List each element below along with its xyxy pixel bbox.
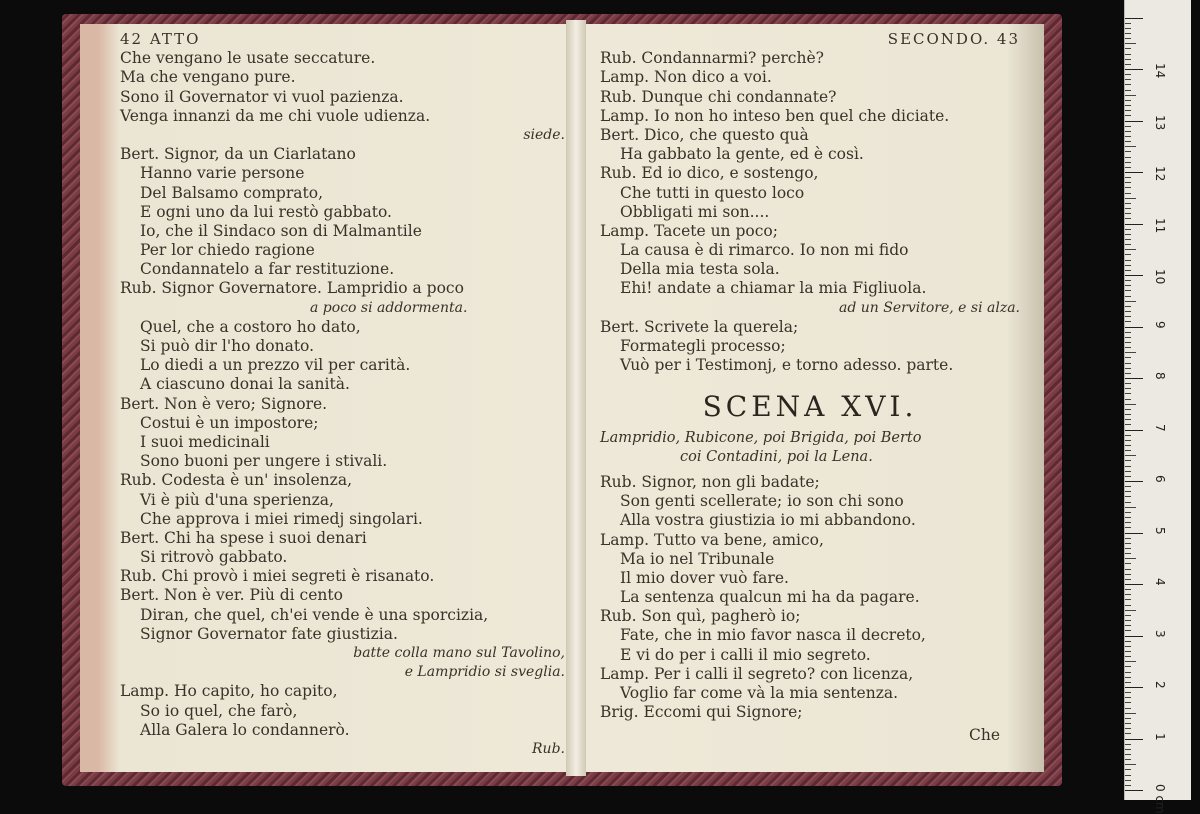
ruler-tick [1125, 327, 1143, 328]
ruler-tick [1125, 347, 1131, 348]
ruler-tick [1125, 352, 1136, 353]
verse-line: Lo diedi a un prezzo vil per carità. [140, 356, 411, 375]
ruler-tick [1125, 579, 1131, 580]
verse-line: Della mia testa sola. [620, 260, 780, 279]
stage-direction: ad un Servitore, e si alza. [839, 299, 1020, 316]
ruler-tick [1125, 754, 1131, 755]
ruler-tick [1125, 182, 1131, 183]
speech-line: Bert. Non è vero; Signore. [120, 394, 328, 413]
ruler-tick [1125, 332, 1131, 333]
scene-title: SCENA XVI. [702, 390, 918, 424]
ruler-tick [1125, 409, 1131, 410]
ruler-tick [1125, 790, 1143, 791]
left-page-header: 42 ATTO [120, 30, 201, 48]
ruler-tick [1125, 368, 1131, 369]
ruler-tick [1125, 23, 1131, 24]
ruler-tick [1125, 496, 1131, 497]
ruler-tick [1125, 136, 1131, 137]
ruler-tick [1125, 64, 1131, 65]
ruler-tick [1125, 728, 1131, 729]
ruler-tick [1125, 476, 1131, 477]
ruler-tick [1125, 249, 1136, 250]
ruler-tick [1125, 198, 1136, 199]
verse-line: Il mio dover vuò fare. [620, 568, 789, 587]
speech-line: Rub. Signor Governatore. Lampridio a poco [120, 279, 464, 298]
ruler-tick [1125, 162, 1131, 163]
speech-line: Lamp. Ho capito, ho capito, [120, 682, 338, 701]
verse-line: Per lor chiedo ragione [140, 241, 315, 260]
speech-line: Rub. Codesta è un' insolenza, [120, 471, 352, 490]
verse-line: Ma io nel Tribunale [620, 549, 775, 568]
ruler-tick [1125, 399, 1131, 400]
ruler-tick [1125, 672, 1131, 673]
ruler-tick [1125, 481, 1143, 482]
speech-line: Brig. Eccomi qui Signore; [600, 703, 803, 722]
ruler-tick [1125, 450, 1131, 451]
speech-line: Rub. Condannarmi? perchè? [600, 49, 824, 68]
verse-line: Ha gabbato la gente, ed è così. [620, 145, 864, 164]
ruler-tick [1125, 759, 1131, 760]
ruler-tick [1125, 502, 1131, 503]
ruler-tick [1125, 79, 1131, 80]
ruler-tick [1125, 43, 1136, 44]
ruler-tick [1125, 363, 1131, 364]
verse-line: Venga innanzi da me chi vuole udienza. [120, 106, 431, 125]
verse-line: Sono il Governator vi vuol pazienza. [120, 87, 404, 106]
stage-direction: batte colla mano sul Tavolino, [353, 645, 565, 661]
ruler-tick [1125, 270, 1131, 271]
ruler-tick [1125, 517, 1131, 518]
ruler-tick [1125, 440, 1131, 441]
ruler-tick [1125, 620, 1131, 621]
speech-line: Rub. Signor, non gli badate; [600, 472, 820, 491]
ruler-tick [1125, 708, 1131, 709]
ruler-tick [1125, 749, 1131, 750]
verse-line: Signor Governator fate giustizia. [140, 624, 398, 643]
ruler-tick [1125, 321, 1131, 322]
ruler-tick [1125, 569, 1131, 570]
verse-line: Che approva i miei rimedj singolari. [140, 509, 423, 528]
ruler-tick [1125, 471, 1131, 472]
stage-direction: Rub. [532, 740, 565, 757]
verse-line: Ma che vengano pure. [120, 68, 296, 87]
ruler-tick [1125, 739, 1143, 740]
ruler-tick [1125, 33, 1131, 34]
ruler-tick [1125, 357, 1131, 358]
ruler-tick [1125, 172, 1143, 173]
speech-line: Bert. Non è ver. Più di cento [120, 586, 343, 605]
ruler-tick [1125, 651, 1131, 652]
verse-line: A ciascuno donai la sanità. [140, 375, 350, 394]
ruler-label: 7 [1153, 423, 1167, 432]
verse-line: La sentenza qualcun mi ha da pagare. [620, 588, 920, 607]
speech-line: Lamp. Per i calli il segreto? con licenza, [600, 664, 914, 683]
speech-line: Lamp. Non dico a voi. [600, 68, 772, 87]
ruler-tick [1125, 630, 1131, 631]
ruler-tick [1125, 723, 1131, 724]
ruler-label: 3 [1153, 629, 1167, 638]
ruler-tick [1125, 213, 1131, 214]
verse-line: La causa è di rimarco. Io non mi fido [620, 241, 909, 260]
ruler-tick [1125, 187, 1131, 188]
ruler-tick [1125, 610, 1136, 611]
ruler-tick [1125, 167, 1131, 168]
ruler-tick [1125, 378, 1143, 379]
ruler-tick [1125, 661, 1136, 662]
ruler-tick [1125, 84, 1131, 85]
measuring-ruler [1124, 0, 1191, 814]
ruler-tick [1125, 193, 1131, 194]
ruler-tick [1125, 59, 1131, 60]
ruler-tick [1125, 733, 1131, 734]
ruler-tick [1125, 548, 1131, 549]
ruler-tick [1125, 512, 1131, 513]
ruler-label: 5 [1153, 526, 1167, 535]
ruler-tick [1125, 605, 1131, 606]
ruler-tick [1125, 656, 1131, 657]
ruler-tick [1125, 141, 1131, 142]
ruler-tick [1125, 543, 1131, 544]
dramatis-personae-line: Lampridio, Rubicone, poi Brigida, poi Berto [600, 429, 922, 446]
ruler-tick [1125, 424, 1131, 425]
verse-line: Diran, che quel, ch'ei vende è una sporcizia, [140, 605, 489, 624]
ruler-tick [1125, 296, 1131, 297]
ruler-label: 12 [1153, 166, 1167, 182]
verse-line: Del Balsamo comprato, [140, 183, 323, 202]
ruler-tick [1125, 95, 1136, 96]
verse-line: Obbligati mi son.... [620, 202, 770, 221]
ruler-tick [1125, 131, 1131, 132]
ruler-tick [1125, 105, 1131, 106]
ruler-tick [1125, 692, 1131, 693]
catchword: Che [968, 726, 1000, 745]
ruler-tick [1125, 764, 1136, 765]
ruler-tick [1125, 100, 1131, 101]
ruler-tick [1125, 584, 1143, 585]
ruler-tick [1125, 491, 1131, 492]
ruler-tick [1125, 702, 1131, 703]
ruler-tick [1125, 280, 1131, 281]
verse-line: E vi do per i calli il mio segreto. [620, 645, 871, 664]
ruler-tick [1125, 455, 1136, 456]
verse-line: Vuò per i Testimonj, e torno adesso. parte. [620, 356, 954, 375]
ruler-tick [1125, 290, 1131, 291]
ruler-tick [1125, 594, 1131, 595]
ruler-tick [1125, 177, 1131, 178]
verse-line: E ogni uno da lui restò gabbato. [140, 202, 392, 221]
ruler-tick [1125, 507, 1136, 508]
ruler-tick [1125, 522, 1131, 523]
ruler-tick [1125, 718, 1131, 719]
verse-line: Alla vostra giustizia io mi abbandono. [620, 511, 916, 530]
ruler-label: 8 [1153, 372, 1167, 380]
ruler-tick [1125, 666, 1131, 667]
left-page-text [120, 30, 565, 759]
ruler-tick [1125, 435, 1131, 436]
verse-line: Condannatelo a far restituzione. [140, 260, 395, 279]
ruler-tick [1125, 713, 1136, 714]
ruler-tick [1125, 677, 1131, 678]
ruler-tick [1125, 744, 1131, 745]
verse-line: Che tutti in questo loco [620, 183, 805, 202]
ruler-tick [1125, 558, 1136, 559]
ruler-tick [1125, 373, 1131, 374]
speech-line: Bert. Scrivete la querela; [600, 317, 799, 336]
ruler-tick [1125, 28, 1131, 29]
speech-line: Rub. Dunque chi condannate? [600, 87, 837, 106]
verse-line: Ehi! andate a chiamar la mia Figliuola. [620, 279, 927, 298]
ruler-label: 9 [1153, 320, 1167, 329]
speech-line: Bert. Signor, da un Ciarlatano [120, 145, 356, 164]
ruler-tick [1125, 151, 1131, 152]
ruler-tick [1125, 90, 1131, 91]
ruler-tick [1125, 18, 1143, 19]
ruler-tick [1125, 254, 1131, 255]
speech-line: Lamp. Tutto va bene, amico, [600, 530, 824, 549]
ruler-tick [1125, 466, 1131, 467]
ruler-tick [1125, 234, 1131, 235]
ruler-label: 14 [1153, 63, 1167, 79]
ruler-tick [1125, 110, 1131, 111]
ruler-tick [1125, 563, 1131, 564]
stage-direction: a poco si addormenta. [310, 299, 468, 316]
verse-line: Fate, che in mio favor nasca il decreto, [620, 626, 926, 645]
ruler-tick [1125, 527, 1131, 528]
ruler-tick [1125, 574, 1131, 575]
stage-direction: e Lampridio si sveglia. [404, 664, 565, 681]
ruler-tick [1125, 285, 1131, 286]
ruler-tick [1125, 646, 1131, 647]
ruler-tick [1125, 785, 1131, 786]
speech-line: Rub. Chi provò i miei segreti è risanato. [120, 567, 435, 586]
verse-line: Formategli processo; [620, 337, 786, 355]
ruler-tick [1125, 780, 1131, 781]
ruler-tick [1125, 239, 1131, 240]
ruler-tick [1125, 229, 1131, 230]
ruler-tick [1125, 419, 1131, 420]
ruler-tick [1125, 769, 1131, 770]
ruler-tick [1125, 115, 1131, 116]
ruler-tick [1125, 260, 1131, 261]
speech-line: Rub. Ed io dico, e sostengo, [600, 164, 819, 183]
verse-line: Sono buoni per ungere i stivali. [140, 452, 388, 471]
ruler-tick [1125, 69, 1143, 70]
ruler-tick [1125, 775, 1131, 776]
ruler-tick [1125, 682, 1131, 683]
ruler-tick [1125, 636, 1143, 637]
ruler-tick [1125, 265, 1131, 266]
verse-line: Alla Galera lo condannerò. [140, 720, 350, 739]
speech-line: Rub. Son quì, pagherò io; [600, 607, 801, 626]
verse-line: So io quel, che farò, [140, 701, 298, 720]
ruler-tick [1125, 38, 1131, 39]
ruler-tick [1125, 625, 1131, 626]
ruler-tick [1125, 383, 1131, 384]
ruler-tick [1125, 589, 1131, 590]
ruler-tick [1125, 599, 1131, 600]
book-gutter [566, 20, 586, 776]
ruler-tick [1125, 74, 1131, 75]
ruler-tick [1125, 126, 1131, 127]
ruler-tick [1125, 337, 1131, 338]
verse-line: Costui è un impostore; [140, 413, 319, 432]
speech-line: Bert. Chi ha spese i suoi denari [120, 528, 367, 547]
ruler-tick [1125, 54, 1131, 55]
ruler-tick [1125, 388, 1131, 389]
ruler-tick [1125, 538, 1131, 539]
verse-line: Io, che il Sindaco son di Malmantile [140, 221, 422, 240]
right-page-header: SECONDO. 43 [887, 30, 1020, 48]
ruler-tick [1125, 208, 1131, 209]
ruler-tick [1125, 311, 1131, 312]
ruler-tick [1125, 224, 1143, 225]
right-page-lines-top [600, 49, 1020, 375]
verse-line: Si ritrovò gabbato. [140, 548, 288, 567]
stage-direction: siede. [523, 126, 565, 143]
left-page-lines [120, 49, 565, 759]
ruler-tick [1125, 146, 1136, 147]
right-page-text [600, 30, 1020, 746]
verse-line: Voglio far come và la mia sentenza. [620, 684, 899, 703]
ruler-tick [1125, 553, 1131, 554]
verse-line: I suoi medicinali [140, 432, 270, 451]
ruler-label: 6 [1153, 475, 1167, 483]
ruler-tick [1125, 342, 1131, 343]
ruler-tick [1125, 203, 1131, 204]
verse-line: Che vengano le usate seccature. [120, 49, 376, 68]
ruler-tick [1125, 244, 1131, 245]
ruler-tick [1125, 157, 1131, 158]
ruler-label: 4 [1153, 578, 1167, 586]
ruler-tick [1125, 460, 1131, 461]
ruler-tick [1125, 48, 1131, 49]
verse-line: Hanno varie persone [140, 164, 305, 183]
ruler-label: 11 [1153, 217, 1167, 233]
ruler-tick [1125, 641, 1131, 642]
speech-line: Lamp. Io non ho inteso ben quel che diciate. [600, 106, 950, 125]
ruler-tick [1125, 486, 1131, 487]
right-page-lines-bottom [600, 473, 1020, 722]
ruler-label: 13 [1153, 114, 1167, 130]
speech-line: Lamp. Tacete un poco; [600, 221, 778, 240]
ruler-tick [1125, 430, 1143, 431]
verse-line: Son genti scellerate; io son chi sono [620, 492, 904, 511]
ruler-label: 2 [1153, 681, 1167, 689]
ruler-tick [1125, 687, 1143, 688]
ruler-tick [1125, 615, 1131, 616]
ruler-tick [1125, 301, 1136, 302]
ruler-label: 10 [1153, 269, 1167, 285]
ruler-tick [1125, 404, 1136, 405]
ruler-tick [1125, 121, 1143, 122]
ruler-tick [1125, 275, 1143, 276]
verse-line: Vi è più d'una sperienza, [140, 490, 334, 509]
dramatis-personae-line: coi Contadini, poi la Lena. [680, 448, 873, 465]
verse-line: Si può dir l'ho donato. [140, 337, 315, 355]
ruler-tick [1125, 414, 1131, 415]
verse-line: Quel, che a costoro ho dato, [140, 317, 361, 336]
ruler-tick [1125, 533, 1143, 534]
ruler-tick [1125, 306, 1131, 307]
speech-line: Bert. Dico, che questo quà [600, 125, 809, 144]
ruler-tick [1125, 445, 1131, 446]
ruler-tick [1125, 697, 1131, 698]
ruler-tick [1125, 316, 1131, 317]
ruler-tick [1125, 393, 1131, 394]
ruler-tick [1125, 218, 1131, 219]
ruler-label: 0 cm [1153, 784, 1167, 814]
ruler-label: 1 [1153, 732, 1167, 741]
